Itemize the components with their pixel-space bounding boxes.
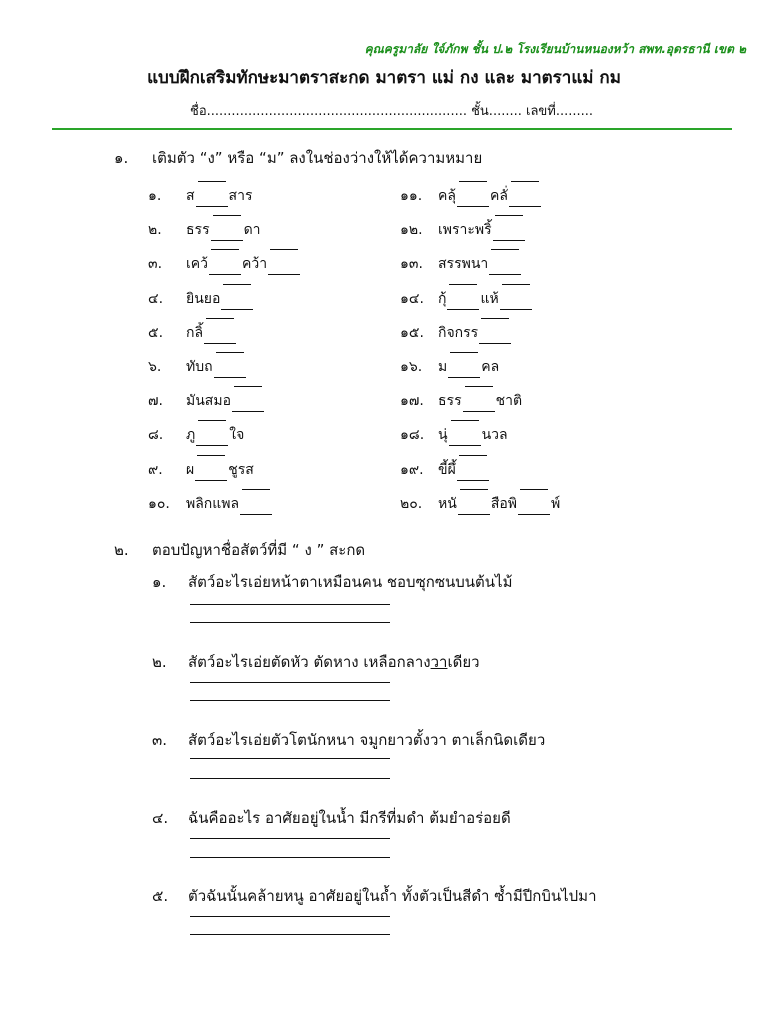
section2-instruction: ตอบปัญหาชื่อสัตว์ที่มี “ ง ” สะกด — [152, 541, 366, 559]
exercise-word — [438, 322, 512, 344]
word-fragment: คว้า — [242, 256, 268, 273]
fill-blank[interactable] — [457, 465, 489, 481]
fill-blank[interactable] — [204, 328, 236, 344]
riddle-text-after: เดียว — [447, 653, 480, 671]
word-fragment: แห้ — [480, 290, 499, 307]
fill-blank[interactable] — [268, 259, 300, 275]
exercise-word — [438, 493, 560, 515]
word-fragment: เพราะพริ้ — [438, 222, 492, 239]
riddle-text: สัตว์อะไรเอ่ยหน้าตาเหมือนคน ชอบซุกซนบนต้นไม้ — [188, 573, 513, 591]
riddle-number: ๕. — [152, 887, 169, 905]
answer-line[interactable] — [190, 857, 390, 858]
fill-blank[interactable] — [448, 362, 480, 378]
word-fragment: ส — [186, 188, 195, 204]
exercise-word — [186, 459, 254, 481]
fill-blank[interactable] — [463, 396, 495, 412]
section1-number: ๑. — [114, 149, 129, 167]
fill-blank[interactable] — [211, 225, 243, 241]
fill-blank[interactable] — [449, 430, 481, 446]
exercise-word — [438, 219, 526, 241]
answer-line[interactable] — [190, 622, 390, 623]
fill-blank[interactable] — [493, 225, 525, 241]
answer-line[interactable] — [190, 916, 390, 917]
fill-blank[interactable] — [509, 191, 541, 207]
answer-line[interactable] — [190, 682, 390, 683]
fill-blank[interactable] — [489, 259, 521, 275]
exercise-number: ๘. — [148, 427, 164, 444]
fill-blank[interactable] — [457, 191, 489, 207]
fill-blank[interactable] — [479, 328, 511, 344]
word-fragment: ใจ — [229, 427, 245, 444]
fill-blank[interactable] — [240, 499, 272, 515]
exercise-number: ๗. — [148, 393, 163, 410]
exercise-word — [186, 219, 261, 241]
fill-blank[interactable] — [447, 294, 479, 310]
exercise-number: ๒. — [148, 222, 162, 239]
exercise-number: ๑๑. — [400, 188, 423, 204]
riddle-number: ๓. — [152, 731, 168, 749]
author-credit: คุณครูมาลัย ใจ์ภักพ ชั้น ป.๒ โรงเรียนบ้านหนองหว้า สพท.อุดรธานี เขต ๒ — [364, 42, 746, 56]
exercise-word — [186, 185, 252, 207]
riddle-text: สัตว์อะไรเอ่ยตัวโตนักหนา จมูกยาวตั้งวา ตาเล็กนิดเดียว — [188, 731, 546, 749]
exercise-number: ๑. — [148, 188, 162, 204]
exercise-word — [186, 390, 265, 412]
fill-blank[interactable] — [458, 499, 490, 515]
worksheet-title: แบบฝึกเสริมทักษะมาตราสะกด มาตรา แม่ กง และ มาตราแม่ กม — [147, 68, 621, 88]
riddle-number: ๒. — [152, 653, 167, 671]
exercise-number: ๕. — [148, 324, 164, 341]
header-divider — [52, 128, 732, 130]
answer-line[interactable] — [190, 758, 390, 759]
word-fragment: หนั — [438, 495, 457, 512]
exercise-word — [438, 185, 542, 207]
exercise-word — [438, 424, 508, 446]
word-fragment: คลุ้ — [438, 188, 456, 204]
section2-heading — [114, 538, 365, 562]
exercise-number: ๔. — [148, 290, 164, 307]
riddle-text: ตัวฉันนั้นคล้ายหนู อาศัยอยู่ในถ้ำ ทั้งตัวเป็นสีดำ ซ้ำมีปีกบินไปมา — [188, 887, 597, 905]
fill-blank[interactable] — [196, 430, 228, 446]
exercise-word — [186, 253, 301, 275]
word-fragment: ทับถ — [186, 359, 213, 375]
exercise-word — [186, 322, 237, 344]
section1-heading — [114, 146, 482, 170]
answer-line[interactable] — [190, 604, 390, 605]
exercise-word — [186, 493, 273, 515]
exercise-word — [438, 459, 490, 481]
word-fragment: มันสมอ — [186, 393, 231, 410]
exercise-number: ๑๒. — [400, 222, 423, 239]
fill-blank[interactable] — [221, 294, 253, 310]
fill-blank[interactable] — [500, 294, 532, 310]
exercise-number: ๖. — [148, 359, 162, 375]
word-fragment: นุ่ — [438, 427, 448, 444]
fill-blank[interactable] — [195, 465, 227, 481]
word-fragment: ม — [438, 359, 448, 375]
exercise-number: ๑๘. — [400, 427, 425, 444]
exercise-number: ๒๐. — [400, 495, 423, 512]
exercise-number: ๑๓. — [400, 256, 423, 273]
fill-blank[interactable] — [232, 396, 264, 412]
exercise-word — [438, 253, 522, 275]
word-fragment: คลั่ — [489, 188, 508, 204]
fill-blank[interactable] — [518, 499, 550, 515]
word-fragment: ผ — [186, 461, 195, 478]
exercise-number: ๑๖. — [400, 359, 423, 375]
word-fragment: กลิ้ — [186, 324, 204, 341]
riddle-text — [188, 650, 480, 674]
word-fragment: พลิกแพล — [186, 495, 240, 512]
exercise-word — [186, 288, 254, 310]
exercise-word — [186, 356, 247, 378]
exercise-number: ๑๙. — [400, 461, 424, 478]
word-fragment: ธรร — [438, 393, 462, 410]
fill-blank[interactable] — [196, 191, 228, 207]
exercise-number: ๓. — [148, 256, 163, 273]
riddle-number: ๔. — [152, 809, 169, 827]
exercise-number: ๑๕. — [400, 324, 424, 341]
fill-blank[interactable] — [209, 259, 241, 275]
answer-line[interactable] — [190, 778, 390, 779]
answer-line[interactable] — [190, 934, 390, 935]
word-fragment: สาร — [228, 188, 253, 204]
word-fragment: ธรร — [186, 222, 210, 239]
riddle-text: ฉันคืออะไร อาศัยอยู่ในน้ำ มีกรีที่มดำ ต้มยำอร่อยดี — [188, 809, 511, 827]
exercise-number: ๙. — [148, 461, 163, 478]
exercise-word — [186, 424, 244, 446]
word-fragment: เคว้ — [186, 256, 209, 273]
word-fragment: กุ้ — [438, 290, 447, 307]
word-fragment: ขี้ผึ้ — [438, 461, 456, 478]
riddle-text-before: สัตว์อะไรเอ่ยตัดหัว ตัดหาง เหลือกลาง — [188, 653, 431, 671]
word-fragment: ชาติ — [495, 393, 523, 410]
word-fragment: ภู — [186, 427, 196, 444]
word-fragment: ดา — [243, 222, 261, 239]
word-fragment: ชูรส — [228, 461, 254, 478]
exercise-word — [438, 356, 499, 378]
word-fragment: กิจกรร — [438, 324, 479, 341]
exercise-number: ๑๐. — [148, 495, 170, 512]
exercise-word — [438, 390, 522, 412]
word-fragment: ยินยอ — [186, 290, 221, 307]
word-fragment: นวล — [481, 427, 508, 444]
exercise-word — [438, 288, 533, 310]
exercise-number: ๑๔. — [400, 290, 424, 307]
word-fragment: สือพิ — [490, 495, 517, 512]
answer-line[interactable] — [190, 838, 390, 839]
student-info-line: ชื่อ............................................................... ชั้น........ เลขที่......... — [190, 104, 594, 119]
section1-instruction: เติมตัว “ง” หรือ “ม” ลงในช่องว่างให้ได้ความหมาย — [152, 149, 483, 167]
word-fragment: สรรพนา — [438, 256, 489, 273]
riddle-number: ๑. — [152, 573, 167, 591]
answer-line[interactable] — [190, 700, 390, 701]
exercise-number: ๑๗. — [400, 393, 424, 410]
word-fragment: พ์ — [551, 495, 561, 512]
word-fragment: คล — [481, 359, 500, 375]
riddle-text-underlined: วา — [430, 653, 448, 671]
section2-number: ๒. — [114, 541, 129, 559]
fill-blank[interactable] — [214, 362, 246, 378]
